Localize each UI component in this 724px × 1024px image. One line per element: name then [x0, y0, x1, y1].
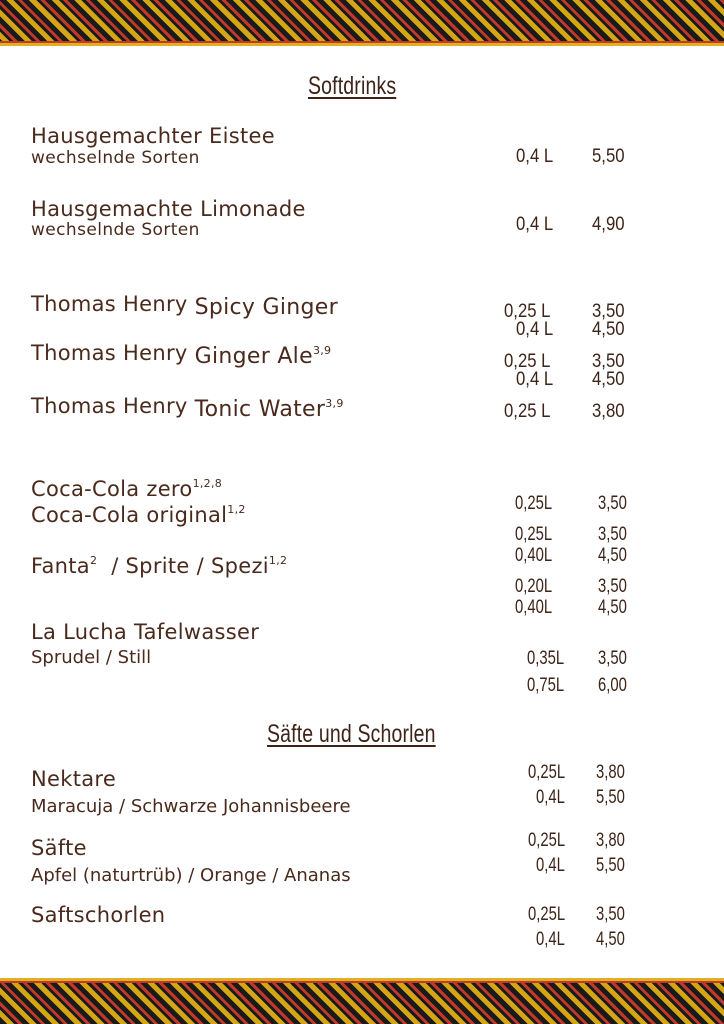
- flavor-label: Spicy Ginger: [194, 295, 338, 320]
- item-volume: 0,75L: [527, 675, 565, 696]
- item-volume: 0,40L: [515, 545, 553, 566]
- product-label: Coca-Cola original: [31, 503, 228, 527]
- item-name-fanta-sprite-spezi: [31, 554, 287, 578]
- additive-superscript: 1,2: [227, 503, 246, 516]
- section-title-softdrinks: Softdrinks: [308, 72, 397, 100]
- additive-superscript: 3,9: [312, 344, 332, 357]
- item-price: 6,00: [598, 675, 627, 696]
- item-volume: 0,40L: [515, 597, 553, 618]
- product-label: Fanta: [31, 554, 90, 578]
- item-volume: 0,25L: [515, 524, 553, 545]
- item-name-tonic: [31, 394, 344, 422]
- item-sub-tafelwasser: Sprudel / Still: [31, 647, 152, 668]
- item-volume: 0,25L: [528, 830, 566, 851]
- item-volume: 0,35L: [527, 648, 565, 669]
- item-price: 3,50: [592, 351, 625, 372]
- item-volume: 0,25L: [528, 762, 566, 783]
- brand-label: Thomas Henry: [31, 292, 188, 316]
- item-name-nektare: Nektare: [31, 767, 117, 791]
- section-title-saefte-schorlen: Säfte und Schorlen: [267, 720, 436, 748]
- additive-superscript: 2: [89, 554, 98, 567]
- item-price: 3,50: [598, 493, 627, 514]
- item-price: 5,50: [596, 787, 625, 808]
- item-volume: 0,25L: [515, 493, 553, 514]
- item-price: 5,50: [592, 146, 625, 167]
- additive-superscript: 3,9: [325, 397, 344, 410]
- item-price: 3,50: [598, 576, 627, 597]
- item-name-spicy-ginger: [31, 292, 338, 320]
- item-price: 4,50: [598, 545, 627, 566]
- item-volume: 0,4L: [536, 787, 565, 808]
- item-price: 3,80: [596, 830, 625, 851]
- item-price: 3,80: [596, 762, 625, 783]
- item-volume: 0,25 L: [504, 351, 551, 372]
- item-price: 3,50: [598, 524, 627, 545]
- item-price: 4,50: [596, 929, 625, 950]
- item-price: 4,50: [592, 319, 625, 340]
- item-name-limonade: Hausgemachte Limonade: [31, 197, 306, 221]
- decorative-border-bottom: [0, 978, 724, 1024]
- item-name-cola-zero: [31, 477, 222, 501]
- item-price: 3,80: [592, 401, 625, 422]
- item-sub-saefte: Apfel (naturtrüb) / Orange / Ananas: [31, 865, 351, 886]
- item-price: 3,50: [598, 648, 627, 669]
- item-name-tafelwasser: La Lucha Tafelwasser: [31, 620, 260, 644]
- item-sub-nektare: Maracuja / Schwarze Johannisbeere: [31, 796, 351, 817]
- item-volume: 0,4L: [536, 855, 565, 876]
- product-label: Coca-Cola zero: [31, 477, 193, 501]
- item-volume: 0,20L: [515, 576, 553, 597]
- product-label: / Sprite / Spezi: [111, 554, 269, 578]
- item-volume: 0,25 L: [504, 401, 551, 422]
- item-price: 4,50: [592, 369, 625, 390]
- item-name-ginger-ale: [31, 341, 332, 369]
- additive-superscript: 1,2: [268, 554, 288, 567]
- item-volume: 0,4 L: [516, 319, 554, 340]
- item-name-eistee: Hausgemachter Eistee: [31, 124, 275, 148]
- decorative-border-top: [0, 0, 724, 46]
- item-volume: 0,25 L: [504, 301, 551, 322]
- item-price: 5,50: [596, 855, 625, 876]
- item-volume: 0,4 L: [516, 369, 554, 390]
- item-name-saftschorlen: Saftschorlen: [31, 903, 166, 927]
- item-price: 4,50: [598, 597, 627, 618]
- item-price: 3,50: [592, 301, 625, 322]
- item-volume: 0,4 L: [516, 146, 554, 167]
- brand-label: Thomas Henry: [31, 341, 188, 365]
- item-volume: 0,4L: [536, 929, 565, 950]
- flavor-label: Ginger Ale: [194, 344, 313, 369]
- item-volume: 0,4 L: [516, 214, 554, 235]
- item-name-cola-original: [31, 503, 246, 527]
- additive-superscript: 1,2,8: [192, 477, 223, 490]
- item-price: 4,90: [592, 214, 625, 235]
- item-price: 3,50: [596, 904, 625, 925]
- item-sub-eistee: wechselnde Sorten: [31, 148, 200, 168]
- flavor-label: Tonic Water: [194, 397, 326, 422]
- item-sub-limonade: wechselnde Sorten: [31, 220, 200, 240]
- item-volume: 0,25L: [528, 904, 566, 925]
- brand-label: Thomas Henry: [31, 394, 188, 418]
- item-name-saefte: Säfte: [31, 836, 87, 860]
